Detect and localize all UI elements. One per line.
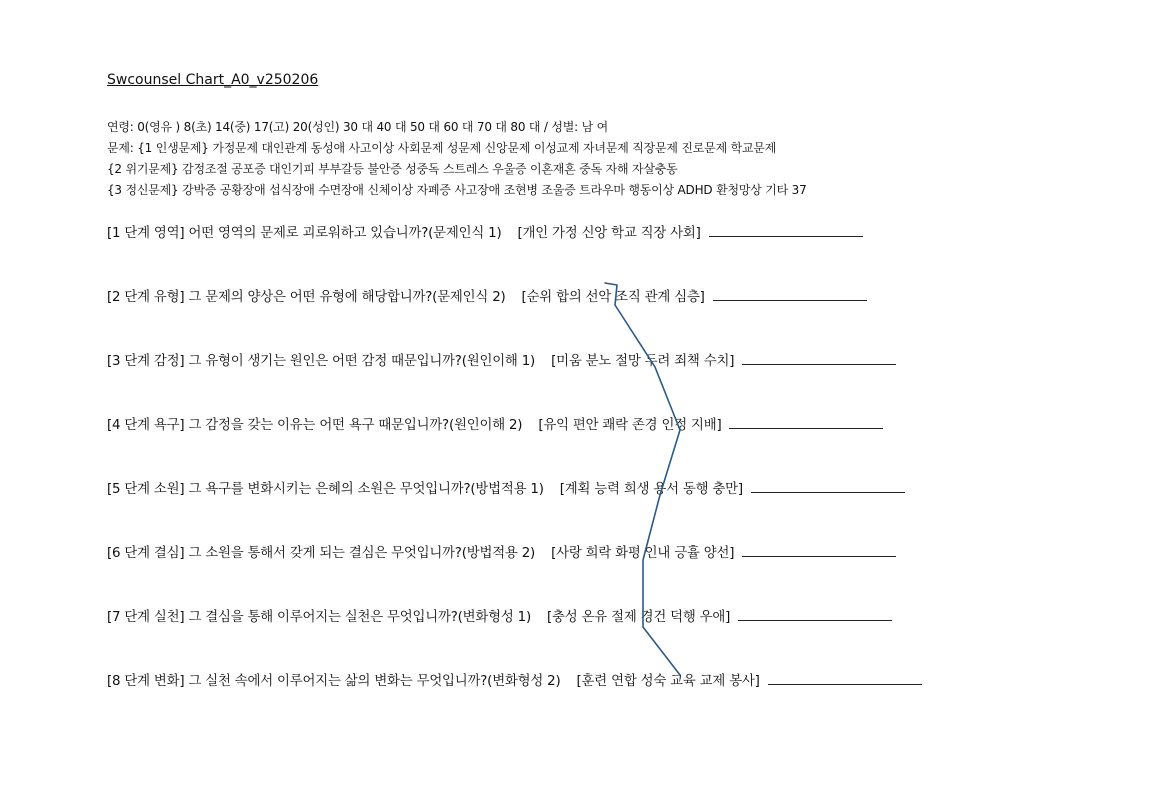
option-list[interactable]: [계획 능력 희생 용서 동행 충만] [559,482,743,497]
question-text: [6 단계 결심] 그 소원을 통해서 갖게 되는 결심은 무엇입니까?(방법적용 2) [107,546,536,561]
question-text: [7 단계 실천] 그 결심을 통해 이루어지는 실천은 무엇입니까?(변화형성 1) [107,610,532,625]
option-list[interactable]: [유익 편안 쾌락 존경 인정 지배] [538,418,722,433]
answer-blank[interactable] [742,352,896,365]
question-text: [3 단계 감정] 그 유형이 생기는 원인은 어떤 감정 때문입니까?(원인이해 1) [107,354,536,369]
answer-blank[interactable] [751,480,905,493]
option-list[interactable]: [미움 분노 절망 두려 죄책 수치] [551,354,735,369]
question-row-6 [107,542,896,561]
problem-line-life: 문제: {1 인생문제} 가정문제 대인관계 동성애 사고이상 사회문제 성문제 신앙문제 이성교제 자녀문제 직장문제 진로문제 학교문제 [107,141,777,155]
answer-blank[interactable] [742,544,896,557]
question-row-2 [107,286,867,305]
problem-line-crisis: {2 위기문제} 감정조절 공포증 대인기피 부부갈등 불안증 성중독 스트레스 우울증 이혼재혼 중독 자해 자살충동 [107,162,678,176]
question-text: [4 단계 욕구] 그 감정을 갖는 이유는 어떤 욕구 때문입니까?(원인이해 2) [107,418,523,433]
option-list[interactable]: [사랑 희락 화평 인내 긍휼 양선] [551,546,735,561]
question-row-7 [107,606,892,625]
question-text: [5 단계 소원] 그 욕구를 변화시키는 은혜의 소원은 무엇입니까?(방법적용 1) [107,482,544,497]
answer-blank[interactable] [738,608,892,621]
question-row-5 [107,478,905,497]
question-row-8 [107,670,922,689]
chart-title: Swcounsel Chart_A0_v250206 [107,72,319,88]
question-text: [8 단계 변화] 그 실천 속에서 이루어지는 삶의 변화는 무엇입니까?(변화형성 2) [107,674,561,689]
age-gender-line: 연령: 0(영유 ) 8(초) 14(중) 17(고) 20(성인) 30 대 40 대 50 대 60 대 70 대 80 대 / 성별: 남 여 [107,120,609,134]
option-list[interactable]: [순위 합의 선악 조직 관계 심층] [521,290,705,305]
answer-blank[interactable] [768,672,922,685]
option-list[interactable]: [충성 온유 절제 경건 덕행 우애] [547,610,731,625]
answer-blank[interactable] [729,416,883,429]
question-text: [2 단계 유형] 그 문제의 양상은 어떤 유형에 해당합니까?(문제인식 2) [107,290,506,305]
option-list[interactable]: [훈련 연합 성숙 교육 교제 봉사] [576,674,760,689]
question-row-4 [107,414,883,433]
question-text: [1 단계 영역] 어떤 영역의 문제로 괴로워하고 있습니까?(문제인식 1) [107,226,502,241]
answer-blank[interactable] [709,224,863,237]
question-row-3 [107,350,896,369]
question-row-1 [107,222,863,241]
answer-blank[interactable] [713,288,867,301]
option-list[interactable]: [개인 가정 신앙 학교 직장 사회] [517,226,701,241]
problem-line-mental: {3 정신문제} 강박증 공황장애 섭식장애 수면장애 신체이상 자폐증 사고장애 조현병 조울증 트라우마 행동이상 ADHD 환청망상 기타 37 [107,183,807,197]
